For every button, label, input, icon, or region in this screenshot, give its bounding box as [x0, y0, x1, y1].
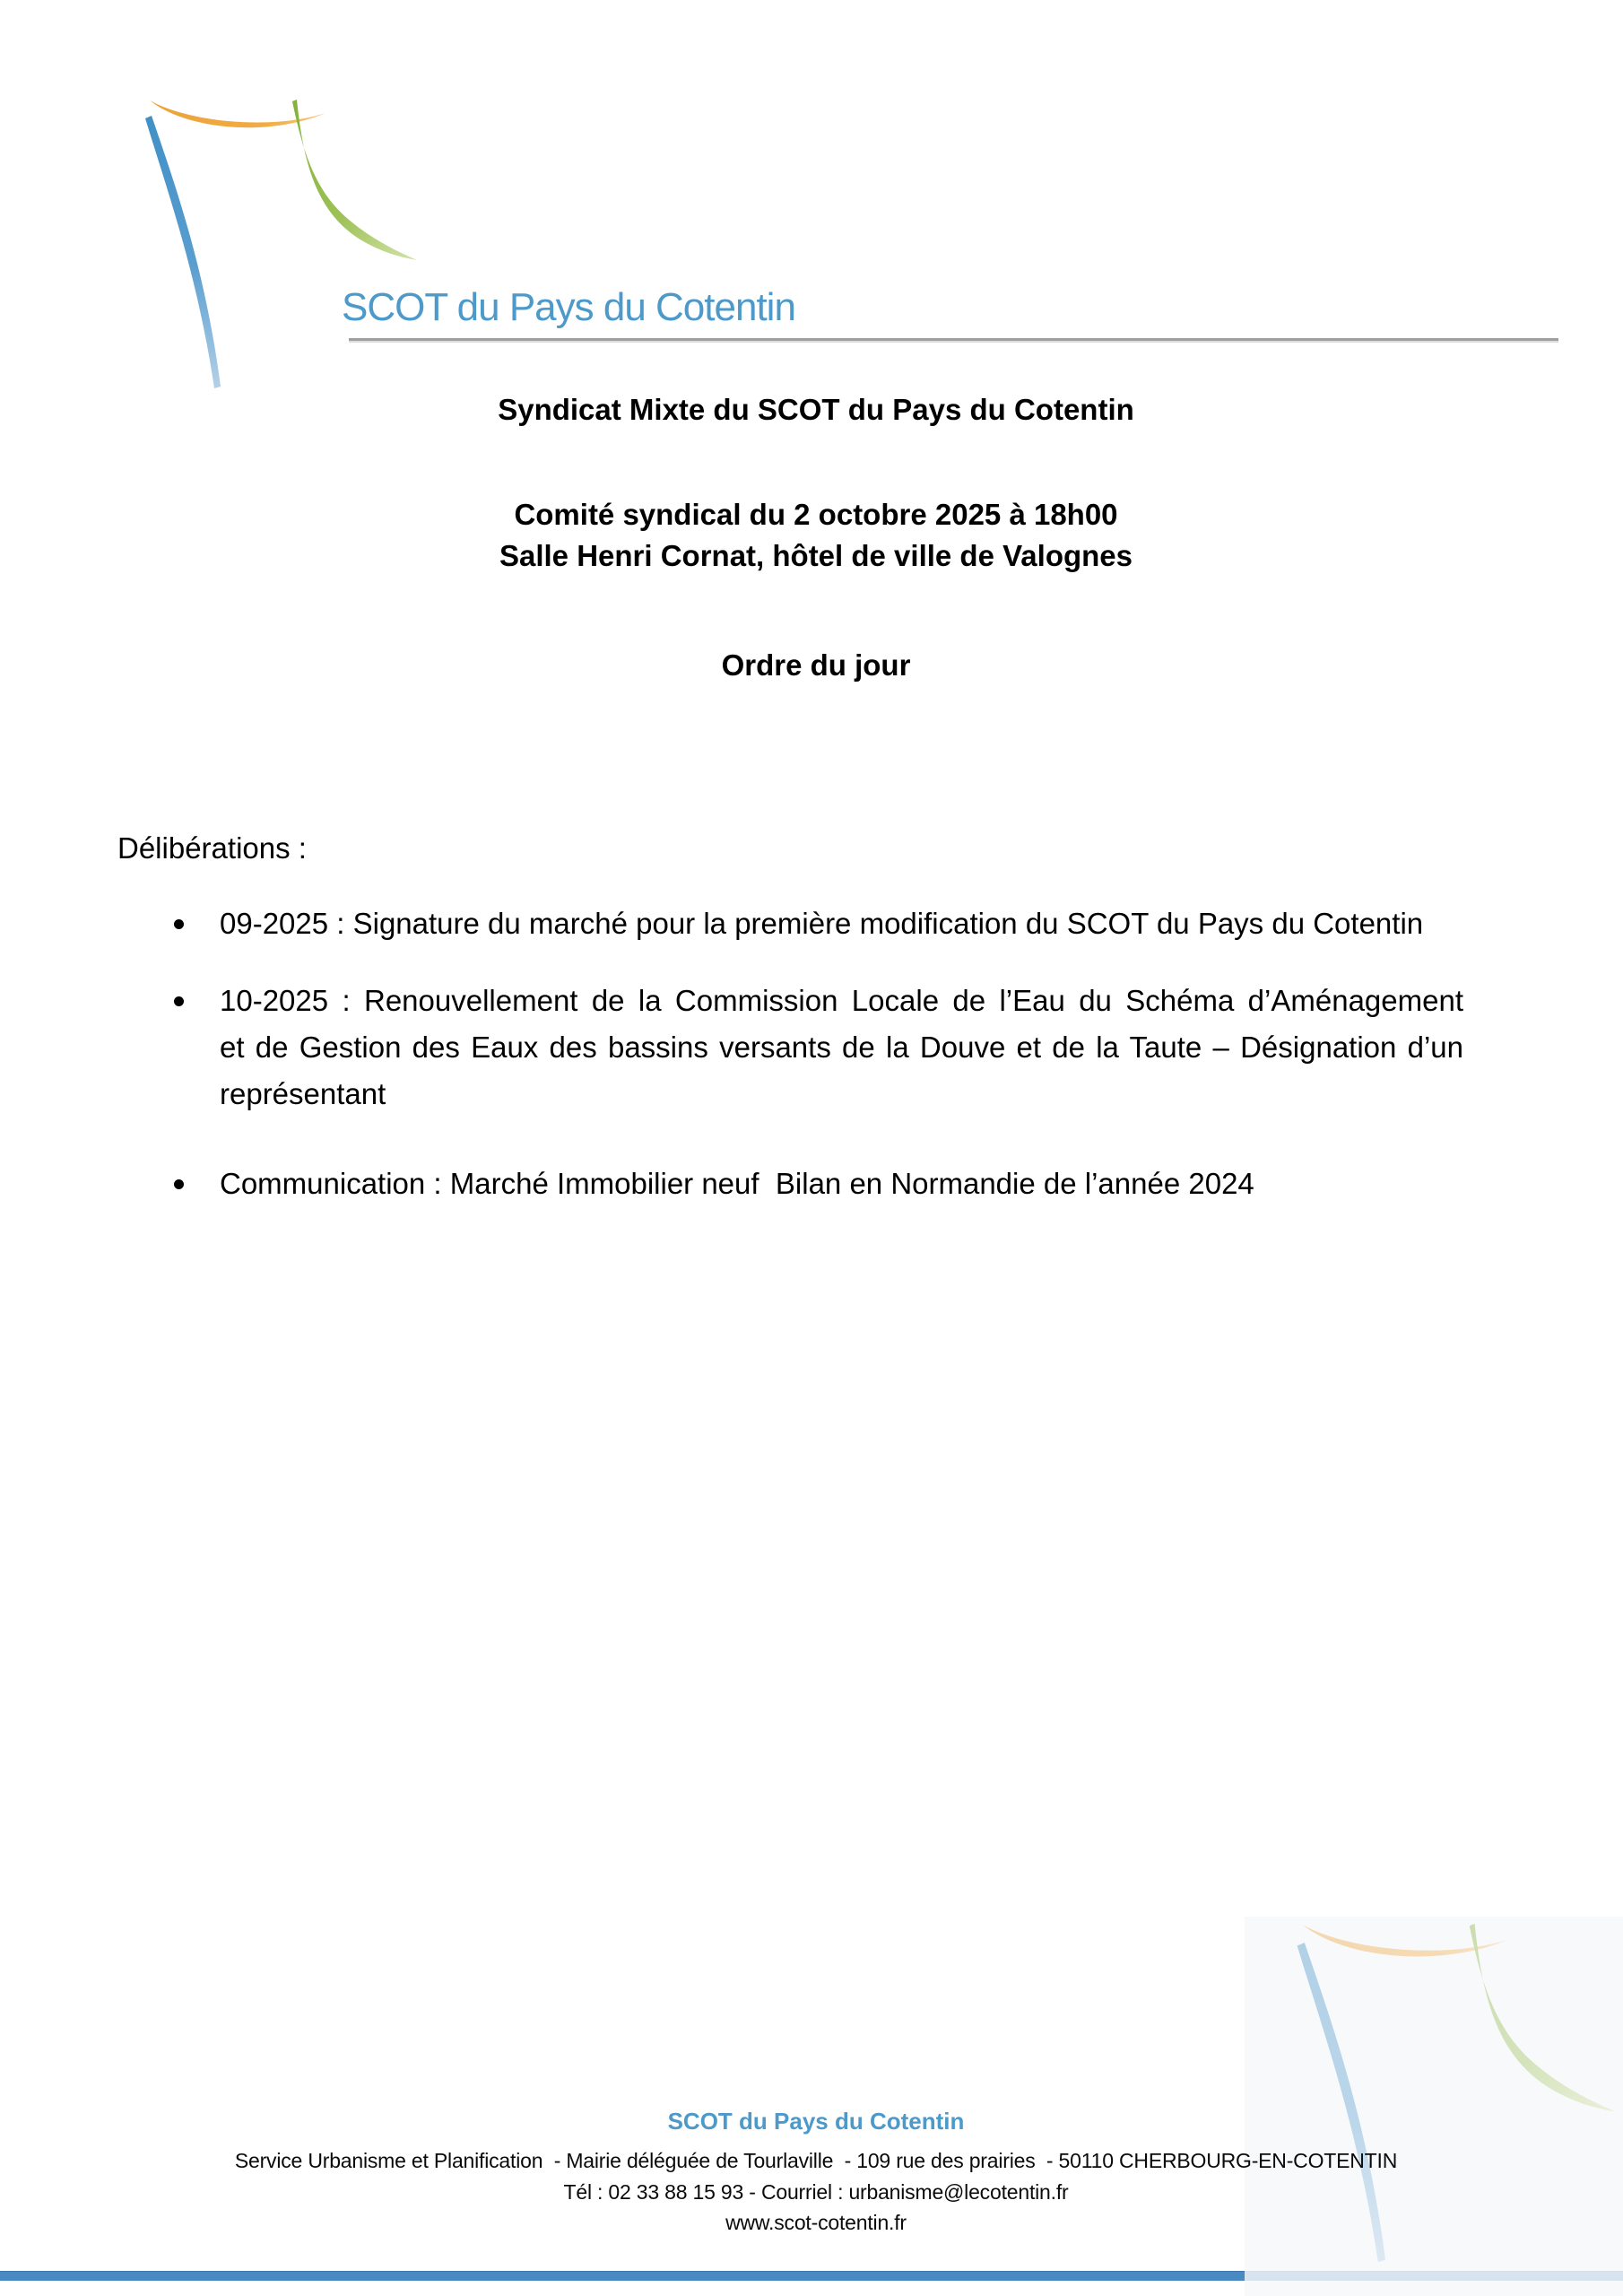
- list-item: [167, 978, 1463, 1118]
- meeting-place-line: Salle Henri Cornat, hôtel de ville de Valognes: [499, 539, 1133, 572]
- meeting-date-line: Comité syndical du 2 octobre 2025 à 18h00: [514, 498, 1118, 531]
- list-item: [167, 900, 1463, 947]
- brand-rule-divider: [349, 338, 1558, 341]
- bullet-text-line: représentant: [220, 1077, 386, 1110]
- bullet-text: [220, 978, 1463, 1118]
- bullet-text: 09-2025 : Signature du marché pour la première modification du SCOT du Pays du Cotentin: [220, 907, 1424, 940]
- bullet-icon: [174, 996, 184, 1006]
- bullet-text: Communication : Marché Immobilier neuf Bilan en Normandie de l’année 2024: [220, 1167, 1254, 1200]
- bullet-text-line: 10-2025 : Renouvellement de la Commission Locale de l’Eau du Schéma d’Aménagement: [220, 984, 1463, 1017]
- footer-address: Service Urbanisme et Planification - Mairie déléguée de Tourlaville - 109 rue des prairies - 50110 CHERBOURG-EN-COTENTIN: [234, 2149, 1398, 2172]
- bullet-text-line: et de Gestion des Eaux des bassins versants de la Douve et de la Taute – Désignation d’un: [220, 1031, 1463, 1064]
- footer-website: www.scot-cotentin.fr: [725, 2211, 907, 2234]
- bullet-icon: [174, 919, 184, 929]
- agenda-title: Ordre du jour: [721, 648, 911, 682]
- org-title: Syndicat Mixte du SCOT du Pays du Cotentin: [498, 393, 1134, 426]
- footer-contact: Tél : 02 33 88 15 93 - Courriel : urbanisme@lecotentin.fr: [563, 2180, 1069, 2204]
- watermark-panel: [1245, 1917, 1623, 2296]
- brand-title: SCOT du Pays du Cotentin: [342, 285, 795, 329]
- footer-title: SCOT du Pays du Cotentin: [667, 2108, 965, 2135]
- list-item: [167, 1161, 1463, 1207]
- bullet-icon: [174, 1179, 184, 1189]
- scot-logo-watermark: [1245, 1917, 1623, 2296]
- deliberations-label: Délibérations :: [117, 831, 307, 865]
- scot-logo: [90, 58, 466, 435]
